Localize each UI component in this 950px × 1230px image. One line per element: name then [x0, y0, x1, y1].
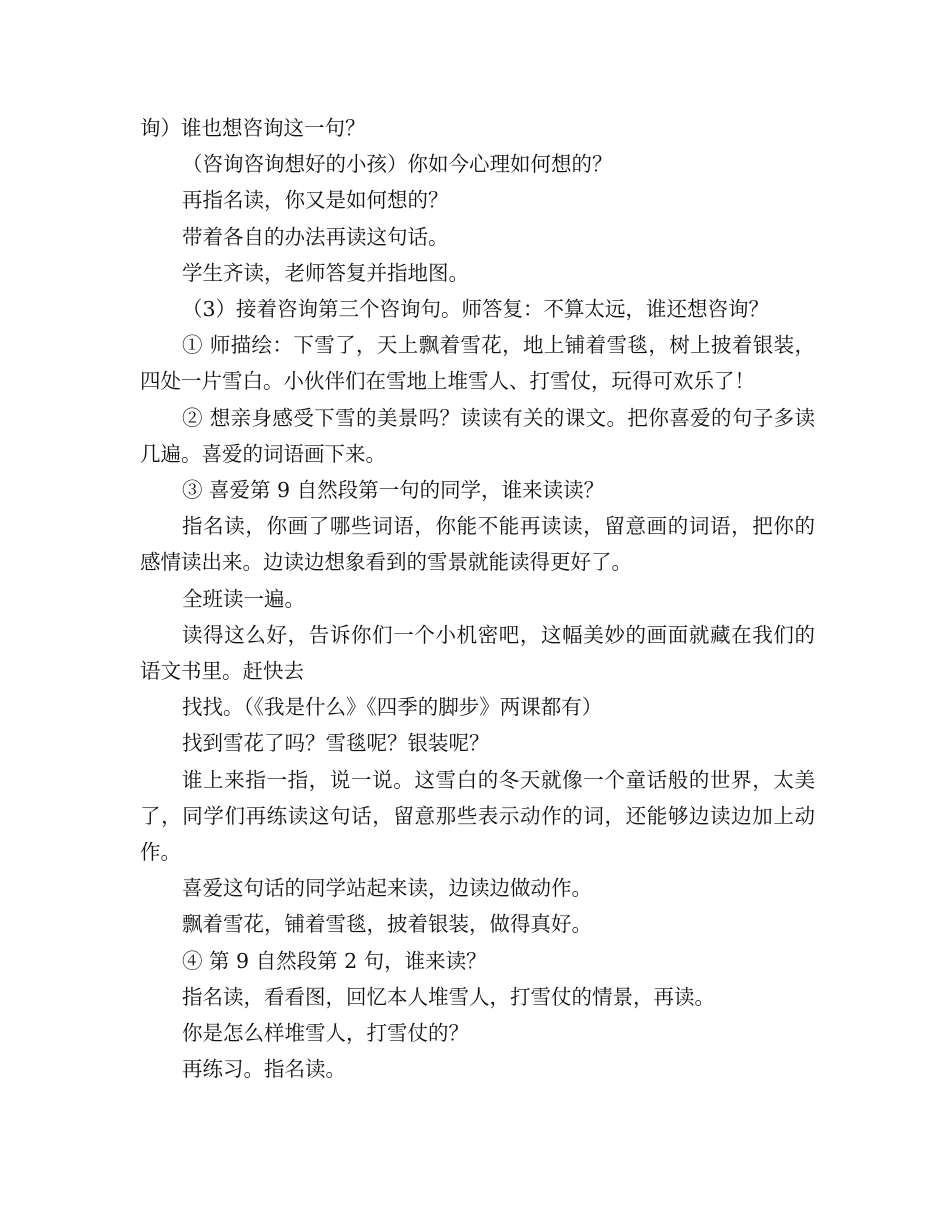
paragraph: 指名读，你画了哪些词语，你能不能再读读，留意画的词语，把你的感情读出来。边读边想象看到的雪景就能读得更好了。 — [140, 514, 815, 575]
paragraph: ③ 喜爱第 9 自然段第一句的同学，谁来读读？ — [182, 478, 605, 503]
paragraph: 询）谁也想咨询这一句？ — [140, 116, 366, 140]
paragraph: ④ 第 9 自然段第 2 句，谁来读？ — [182, 948, 487, 973]
paragraph: 学生齐读，老师答复并指地图。 — [182, 260, 469, 285]
paragraph: ① 师描绘：下雪了，天上飘着雪花，地上铺着雪毯，树上披着银装，四处一片雪白。小伙伴们在雪地上堆雪人、打雪仗，玩得可欢乐了！ — [140, 333, 815, 394]
paragraph: ② 想亲身感受下雪的美景吗？读读有关的课文。把你喜爱的句子多读几遍。喜爱的词语画下来。 — [140, 405, 815, 466]
paragraph: 全班读一遍。 — [182, 586, 305, 611]
paragraph: 谁上来指一指，说一说。这雪白的冬天就像一个童话般的世界，太美了，同学们再练读这句话，留意那些表示动作的词，还能够边读边加上动作。 — [140, 767, 815, 865]
paragraph: 带着各自的办法再读这句话。 — [182, 224, 449, 249]
paragraph: 飘着雪花，铺着雪毯，披着银装，做得真好。 — [182, 912, 592, 937]
paragraph: 指名读，看看图，回忆本人堆雪人，打雪仗的情景，再读。 — [182, 984, 715, 1009]
paragraph: 喜爱这句话的同学站起来读，边读边做动作。 — [182, 876, 592, 901]
paragraph: 找找。（《我是什么》《四季的脚步》两课都有） — [182, 695, 603, 720]
document-body — [140, 110, 815, 1087]
paragraph: 你是怎么样堆雪人，打雪仗的？ — [182, 1021, 469, 1046]
paragraph: 读得这么好，告诉你们一个小机密吧，这幅美妙的画面就藏在我们的语文书里。赶快去 — [140, 622, 815, 684]
paragraph: 再指名读，你又是如何想的？ — [182, 188, 449, 213]
paragraph: （3）接着咨询第三个咨询句。师答复：不算太远，谁还想咨询？ — [182, 297, 770, 322]
paragraph: 再练习。指名读。 — [182, 1057, 346, 1082]
paragraph: （咨询咨询想好的小孩）你如今心理如何想的？ — [182, 152, 613, 177]
paragraph: 找到雪花了吗？雪毯呢？银装呢？ — [182, 731, 490, 756]
